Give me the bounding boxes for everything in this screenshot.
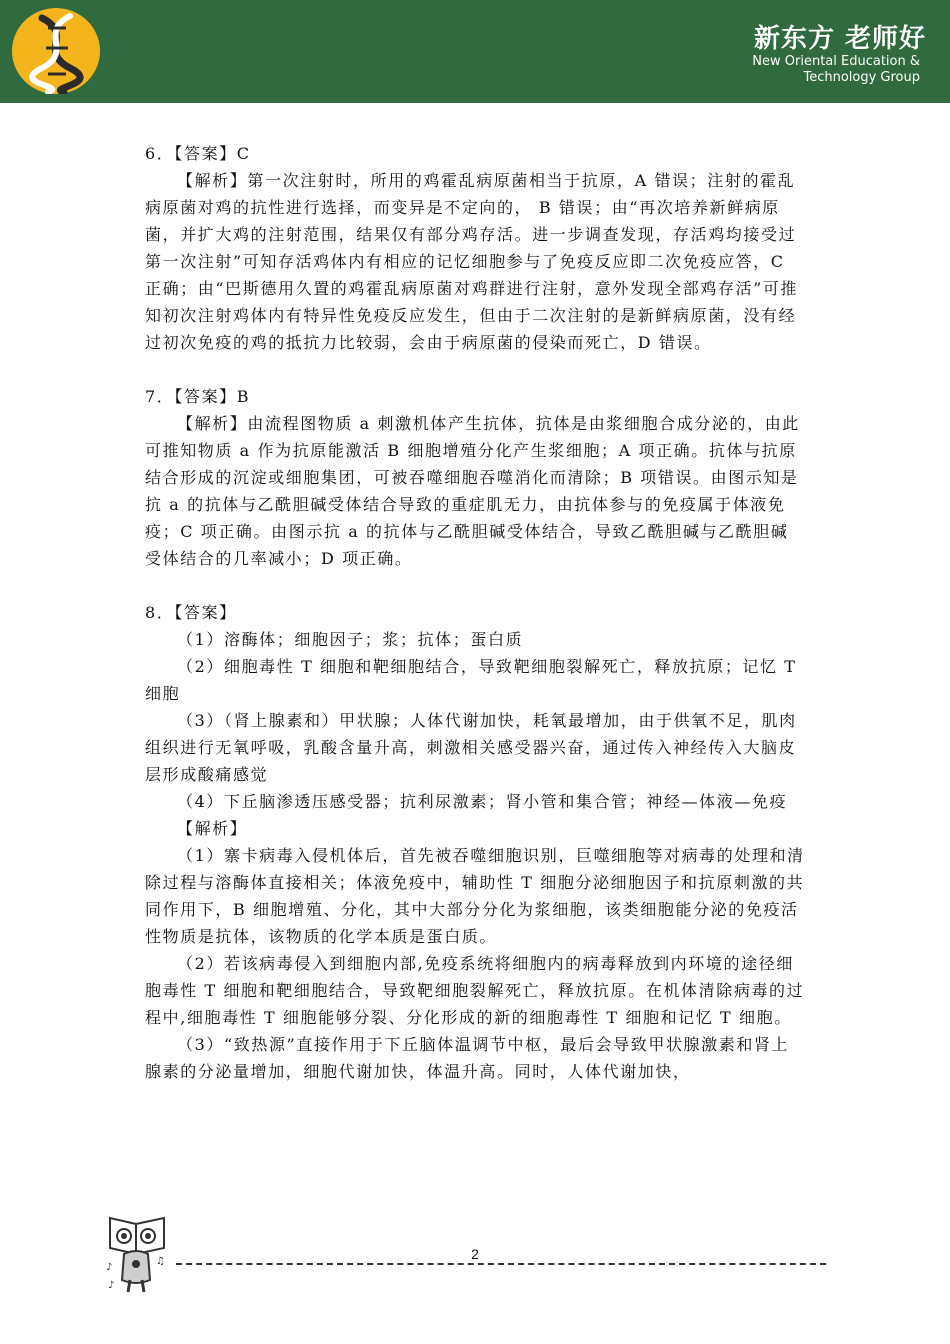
svg-text:♪: ♪ [106, 1262, 113, 1273]
owl-reading-book-icon [104, 1214, 170, 1300]
svg-text:♪: ♪ [108, 1280, 115, 1291]
brand-en-line1: New Oriental Education & [752, 54, 920, 69]
page-number: 2 [471, 1246, 479, 1262]
svg-text:♫: ♫ [156, 1256, 165, 1267]
answer-heading-8: 8．【答案】 [145, 603, 237, 622]
document-body [145, 140, 805, 1085]
analysis-heading-8: 【解析】 [177, 819, 248, 838]
answer-heading-7: 7．【答案】B [145, 387, 251, 406]
analysis-paragraph-7: 【解析】由流程图物质 a 刺激机体产生抗体，抗体是由浆细胞合成分泌的，由此可推知物质 a 作为抗原能激活 B 细胞增殖分化产生浆细胞；A 项正确。抗体与抗原结合形成的沉淀或细胞集团，可被吞噬细胞吞噬消化而清除；B 项错误。由图示知是抗 a 的抗体与乙酰胆碱受体结合导致的重症肌无力，由抗体参与的免疫属于体液免疫；C 项正确。由图示抗 a 的抗体与乙酰胆碱受体结合，导致乙酰胆碱与乙酰胆碱受体结合的几率减小；D 项正确。 [145, 414, 800, 568]
answer-8-part-3: （3）（肾上腺素和）甲状腺；人体代谢加快，耗氧最增加，由于供氧不足，肌肉组织进行无氧呼吸，乳酸含量升高，刺激相关感受器兴奋，通过传入神经传入大脑皮层形成酸痛感觉 [145, 711, 797, 784]
answer-heading-6: 6．【答案】C [145, 144, 251, 163]
footer-divider [176, 1263, 826, 1265]
brand-name-english [680, 54, 920, 86]
analysis-8-part-2: （2）若该病毒侵入到细胞内部,免疫系统将细胞内的病毒释放到内环境的途径细胞毒性 T 细胞和靶细胞结合，导致靶细胞裂解死亡，释放抗原。在机体清除病毒的过程中,细胞毒性 T 细胞能够分裂、分化形成的新的细胞毒性 T 细胞和记忆 T 细胞。 [145, 954, 805, 1027]
answer-8-part-2: （2）细胞毒性 T 细胞和靶细胞结合，导致靶细胞裂解死亡，释放抗原；记忆 T 细胞 [145, 657, 797, 703]
analysis-8-part-1: （1）寨卡病毒入侵机体后，首先被吞噬细胞识别，巨噬细胞等对病毒的处理和清除过程与溶酶体直接相关；体液免疫中，辅助性 T 细胞分泌细胞因子和抗原刺激的共同作用下，B 细胞增殖、分化，其中大部分分化为浆细胞，该类细胞能分泌的免疫活性物质是抗体，该物质的化学本质是蛋白质。 [145, 846, 805, 946]
brand-name-chinese: 新东方 老师好 [753, 24, 926, 54]
answer-8-part-1: （1）溶酶体；细胞因子；浆；抗体；蛋白质 [177, 630, 524, 649]
dna-helix-icon [12, 8, 100, 94]
header-bar [0, 0, 950, 103]
analysis-8-part-3: （3）“致热源”直接作用于下丘脑体温调节中枢，最后会导致甲状腺激素和肾上腺素的分泌量增加，细胞代谢加快，体温升高。同时，人体代谢加快， [145, 1035, 790, 1081]
analysis-paragraph-6: 【解析】第一次注射时，所用的鸡霍乱病原菌相当于抗原，A 错误；注射的霍乱病原菌对鸡的抗性进行选择，而变异是不定向的， B 错误；由“再次培养新鲜病原菌，并扩大鸡的注射范围，结果仅有部分鸡存活。进一步调查发现，存活鸡均接受过第一次注射”可知存活鸡体内有相应的记忆细胞参与了免疫反应即二次免疫应答，C 正确；由“巴斯德用久置的鸡霍乱病原菌对鸡群进行注射，意外发现全部鸡存活”可推知初次注射鸡体内有特异性免疫反应发生，但由于二次注射的是新鲜病原菌，没有经过初次免疫的鸡的抵抗力比较弱，会由于病原菌的侵染而死亡，D 错误。 [145, 171, 799, 352]
brand-en-line2: Technology Group [803, 70, 920, 85]
answer-8-part-4: （4）下丘脑渗透压感受器；抗利尿激素；肾小管和集合管；神经—体液—免疫 [177, 792, 788, 811]
